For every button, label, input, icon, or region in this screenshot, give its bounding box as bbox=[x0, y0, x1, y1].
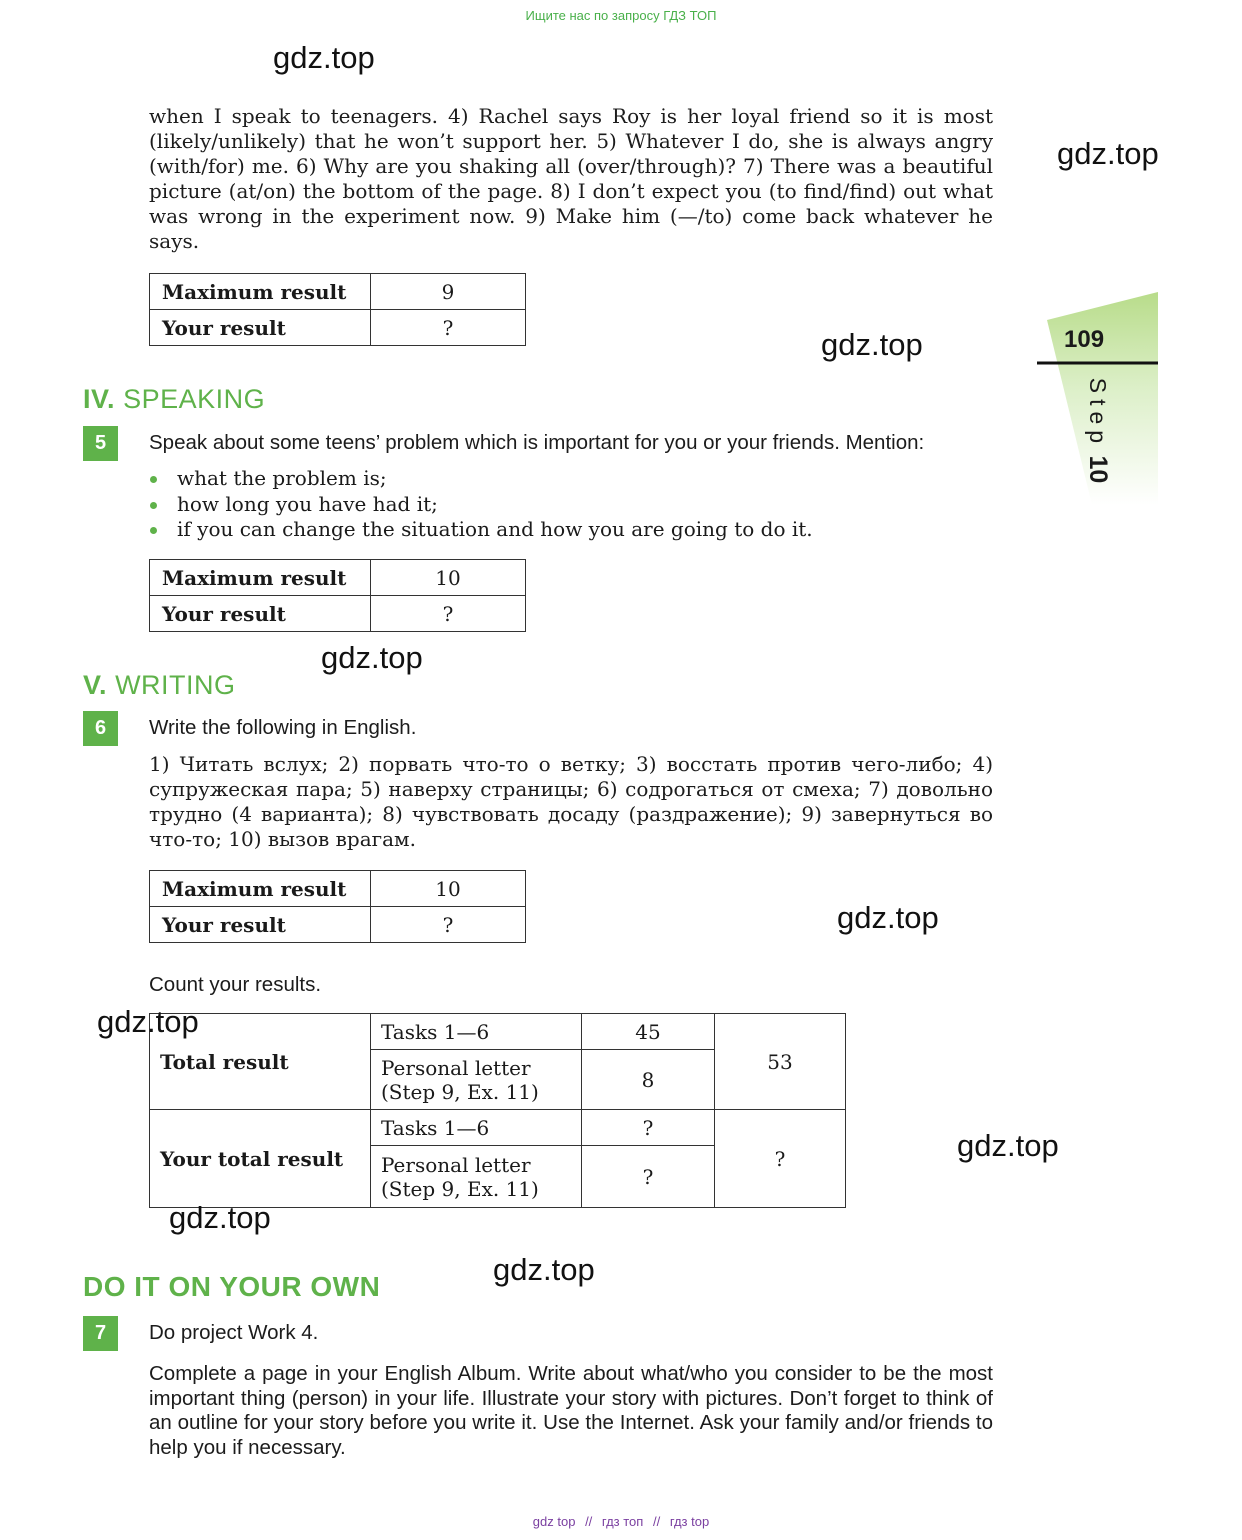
tasks-label: Tasks 1—6 bbox=[371, 1014, 582, 1050]
footer-link[interactable]: гдз top bbox=[669, 1514, 710, 1529]
watermark: gdz.top bbox=[821, 327, 923, 362]
total-result-label: Total result bbox=[150, 1014, 371, 1110]
tasks-label: Tasks 1—6 bbox=[371, 1110, 582, 1146]
footer-link[interactable]: гдз топ bbox=[601, 1514, 644, 1529]
personal-letter-label bbox=[371, 1050, 582, 1110]
your-result-value: ? bbox=[371, 907, 526, 943]
your-result-value: ? bbox=[371, 596, 526, 632]
watermark: gdz.top bbox=[97, 1004, 199, 1039]
score-table bbox=[149, 273, 526, 346]
top-banner[interactable]: Ищите нас по запросу ГДЗ ТОП bbox=[525, 8, 717, 23]
task-number-badge: 7 bbox=[83, 1316, 118, 1351]
footer-link[interactable]: gdz top bbox=[532, 1514, 576, 1529]
task-instruction: Speak about some teens’ problem which is important for you or your friends. Mention: bbox=[149, 431, 925, 454]
task-instruction: Write the following in English. bbox=[149, 716, 417, 739]
personal-letter-ref: (Step 9, Ex. 11) bbox=[381, 1079, 539, 1104]
watermark: gdz.top bbox=[1057, 136, 1159, 171]
your-result-label: Your result bbox=[150, 596, 371, 632]
watermark: gdz.top bbox=[273, 40, 375, 75]
max-result-label: Maximum result bbox=[150, 274, 371, 310]
bullet-item: how long you have had it; bbox=[149, 492, 813, 518]
your-tasks-value: ? bbox=[582, 1110, 715, 1146]
watermark: gdz.top bbox=[321, 640, 423, 675]
letter-max-value: 8 bbox=[582, 1050, 715, 1110]
max-result-value: 9 bbox=[371, 274, 526, 310]
task-number-badge: 5 bbox=[83, 426, 118, 461]
total-result-table bbox=[149, 1013, 846, 1208]
score-table bbox=[149, 559, 526, 632]
watermark: gdz.top bbox=[169, 1200, 271, 1235]
bullet-item: if you can change the situation and how you are going to do it. bbox=[149, 517, 813, 543]
footer-links bbox=[0, 1514, 1242, 1529]
page-number: 109 bbox=[1064, 326, 1105, 353]
your-sum-value: ? bbox=[715, 1110, 846, 1208]
max-result-value: 10 bbox=[371, 871, 526, 907]
step-word: Step bbox=[1085, 377, 1111, 450]
your-total-result-label: Your total result bbox=[150, 1110, 371, 1208]
personal-letter-ref: (Step 9, Ex. 11) bbox=[381, 1176, 539, 1201]
task-number-badge: 6 bbox=[83, 711, 118, 746]
task-instruction: Do project Work 4. bbox=[149, 1321, 319, 1344]
footer-separator: // bbox=[585, 1514, 593, 1529]
russian-phrases-text: 1) Читать вслух; 2) порвать что-то о ветку; 3) восстать против чего-либо; 4) супружеская пара; 5) наверху страницы; 6) содрогаться от смеха; 7) довольно трудно (4 варианта); 8) чувствовать досаду (раздражение); 9) завернуться во что-то; 10) вызов врагам. bbox=[149, 752, 993, 851]
project-description: Complete a page in your English Album. Write about what/who you consider to be the most important thing (person) in your life. Illustrate your story with pictures. Don’t forget to think of an outline for your story before you write it. Use the Internet. Ask your family and/or friends to help you if necessary. bbox=[149, 1362, 993, 1459]
bullet-item: what the problem is; bbox=[149, 466, 813, 492]
section-heading-writing bbox=[83, 670, 236, 701]
footer-separator: // bbox=[652, 1514, 661, 1529]
personal-letter-line: Personal letter bbox=[381, 1055, 531, 1080]
watermark: gdz.top bbox=[957, 1128, 1059, 1163]
section-heading-speaking bbox=[83, 384, 265, 415]
tasks-max-value: 45 bbox=[582, 1014, 715, 1050]
score-table bbox=[149, 870, 526, 943]
section-title: SPEAKING bbox=[123, 384, 266, 414]
max-result-label: Maximum result bbox=[150, 871, 371, 907]
personal-letter-label bbox=[371, 1146, 582, 1208]
watermark: gdz.top bbox=[837, 900, 939, 935]
max-result-value: 10 bbox=[371, 560, 526, 596]
personal-letter-line: Personal letter bbox=[381, 1152, 531, 1177]
step-label bbox=[1083, 373, 1112, 488]
section-heading-own: DO IT ON YOUR OWN bbox=[83, 1271, 381, 1302]
step-number: 10 bbox=[1084, 455, 1112, 484]
section-number: V. bbox=[83, 670, 108, 700]
section-title: WRITING bbox=[115, 670, 236, 700]
your-result-label: Your result bbox=[150, 310, 371, 346]
your-letter-value: ? bbox=[582, 1146, 715, 1208]
bullet-list bbox=[149, 466, 813, 543]
total-sum-value: 53 bbox=[715, 1014, 846, 1110]
watermark: gdz.top bbox=[493, 1252, 595, 1287]
max-result-label: Maximum result bbox=[150, 560, 371, 596]
exercise-continuation-text: when I speak to teenagers. 4) Rachel says Roy is her loyal friend so it is most (likely/unlikely) that he won’t support her. 5) Whatever I do, she is always angry (with/for) me. 6) Why are you shaking all (over/through)? 7) There was a beautiful picture (at/on) the bottom of the page. 8) I don’t expect you (to find/find) out what was wrong in the experiment now. 9) Make him (—/to) come back whatever he says. bbox=[149, 104, 993, 253]
count-results-text: Count your results. bbox=[149, 973, 322, 996]
section-number: IV. bbox=[83, 384, 116, 414]
your-result-value: ? bbox=[371, 310, 526, 346]
your-result-label: Your result bbox=[150, 907, 371, 943]
